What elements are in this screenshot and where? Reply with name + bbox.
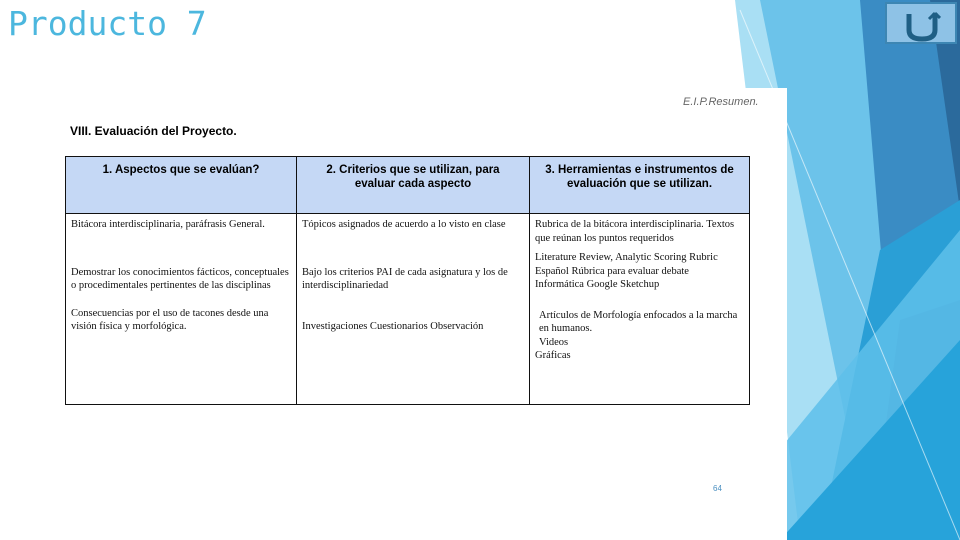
return-arrow-icon xyxy=(903,6,941,42)
tool-item: Gráficas xyxy=(535,350,571,361)
criteria-item: Bajo los criterios PAI de cada asignatura y los de interdisciplinariedad xyxy=(302,266,508,291)
column-header-aspects: 1. Aspectos que se evalúan? xyxy=(66,157,297,214)
page-number: 64 xyxy=(713,484,722,493)
tool-item: Videos xyxy=(539,336,569,348)
aspects-cell xyxy=(66,214,297,405)
tool-item: Español Rúbrica para evaluar debate xyxy=(535,265,689,277)
evaluation-table xyxy=(65,156,750,405)
tool-item: Informática Google Sketchup xyxy=(535,279,660,290)
criteria-item: Tópicos asignados de acuerdo a lo visto en clase xyxy=(302,219,506,230)
criteria-item: Investigaciones Cuestionarios Observación xyxy=(302,320,484,332)
column-header-criteria: 2. Criterios que se utilizan, para evaluar cada aspecto xyxy=(297,157,530,214)
aspect-item: Demostrar los conocimientos fácticos, conceptuales o procedimentales pertinentes de las disciplinas xyxy=(71,266,289,291)
criteria-cell xyxy=(297,214,530,405)
return-button[interactable] xyxy=(885,2,957,44)
slide-title: Producto 7 xyxy=(8,4,207,43)
table-header-row xyxy=(66,157,750,214)
tool-item: Rubrica de la bitácora interdisciplinaria. Textos que reúnan los puntos requeridos xyxy=(535,219,735,244)
aspect-item: Bitácora interdisciplinaria, paráfrasis General. xyxy=(71,219,265,230)
tool-item: Artículos de Morfología enfocados a la marcha en humanos. xyxy=(539,309,738,334)
aspect-item: Consecuencias por el uso de tacones desde una visión física y morfológica. xyxy=(71,307,269,332)
document-header: E.I.P.Resumen. xyxy=(683,96,759,108)
tool-item: Literature Review, Analytic Scoring Rubric xyxy=(535,252,718,263)
column-header-tools: 3. Herramientas e instrumentos de evaluación que se utilizan. xyxy=(530,157,750,214)
table-row xyxy=(66,214,750,405)
section-title: VIII. Evaluación del Proyecto. xyxy=(70,124,237,138)
tools-cell xyxy=(530,214,750,405)
